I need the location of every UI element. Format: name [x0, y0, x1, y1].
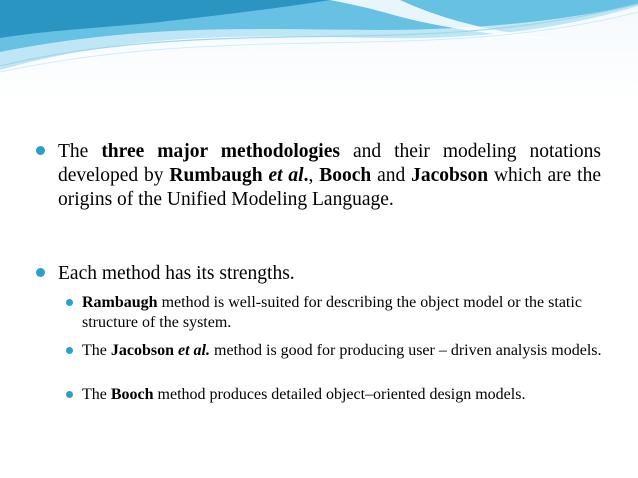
text-run: et al	[268, 165, 304, 186]
text-run: The	[82, 342, 111, 359]
text-run: method is good for producing user – driven analysis models.	[210, 342, 602, 359]
text-run: ,	[308, 165, 320, 186]
sub-bullet-item	[66, 341, 606, 361]
sub-bullet-item	[66, 293, 606, 333]
sub-bullet-text	[82, 341, 606, 361]
text-run: three major methodologies	[101, 141, 340, 162]
text-run: Each method has its strengths.	[58, 263, 295, 284]
bullet-item	[36, 262, 601, 286]
bullet-text	[58, 262, 601, 286]
text-run: and their modeling notations developed by	[58, 141, 601, 186]
bullet-text	[58, 140, 601, 212]
bullet-dot	[36, 268, 45, 277]
text-run: Rumbaugh	[169, 165, 269, 186]
text-run: method is well-suited for describing the object model or the static structure of the system.	[82, 294, 582, 331]
text-run: and	[371, 165, 412, 186]
text-run: The	[58, 141, 102, 162]
text-run: et al.	[178, 342, 210, 359]
text-run: .	[303, 165, 309, 186]
bullet-dot	[36, 146, 45, 155]
sub-bullet-dot	[66, 347, 73, 354]
bullet-item	[36, 140, 601, 212]
text-run: Rambaugh	[82, 294, 158, 311]
sub-bullet-text	[82, 293, 606, 333]
text-run: Booch	[319, 165, 372, 186]
text-run: Jacobson	[110, 342, 178, 359]
text-run: Jacobson	[411, 165, 489, 186]
text-run: Booch	[110, 386, 154, 403]
text-run: The	[82, 386, 111, 403]
sub-bullet-dot	[66, 299, 73, 306]
sub-bullet-dot	[66, 391, 73, 398]
text-run: which are the origins of the Unified Modeling Language.	[58, 165, 601, 210]
text-run: method produces detailed object–oriented design models.	[153, 386, 526, 403]
sub-bullet-item	[66, 385, 606, 405]
sub-bullet-text	[82, 385, 606, 405]
